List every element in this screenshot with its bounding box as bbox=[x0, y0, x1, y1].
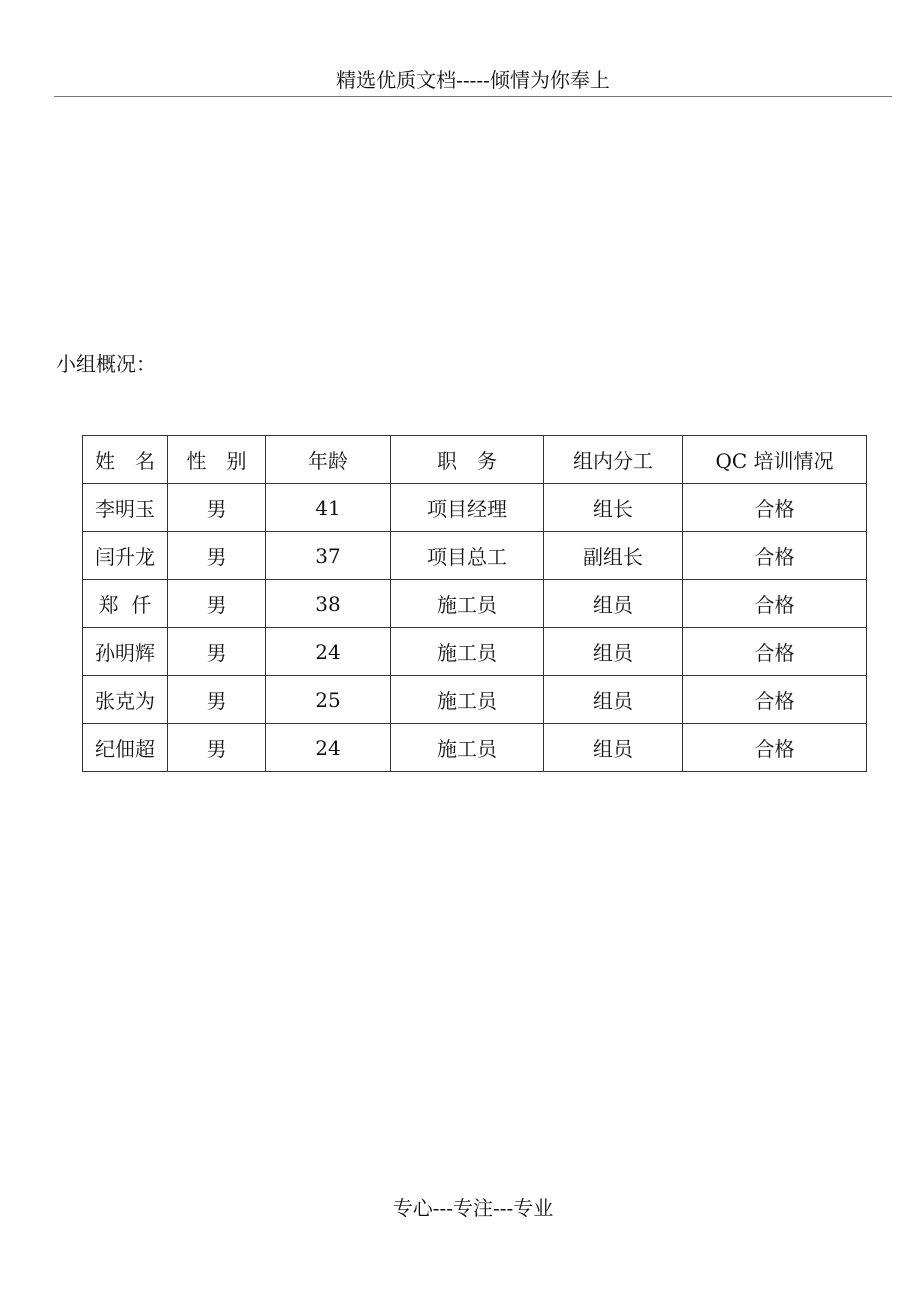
cell-qc-training: 合格 bbox=[683, 532, 867, 580]
cell-gender: 男 bbox=[168, 628, 266, 676]
cell-gender: 男 bbox=[168, 532, 266, 580]
cell-qc-training: 合格 bbox=[683, 580, 867, 628]
cell-role: 组员 bbox=[544, 580, 683, 628]
table-row bbox=[83, 628, 867, 676]
table-row bbox=[83, 484, 867, 532]
cell-age: 38 bbox=[266, 580, 391, 628]
column-header-position: 职 务 bbox=[391, 436, 544, 484]
column-header-qc-training: QC 培训情况 bbox=[683, 436, 867, 484]
cell-qc-training: 合格 bbox=[683, 724, 867, 772]
header-divider bbox=[54, 96, 892, 97]
cell-role: 组员 bbox=[544, 724, 683, 772]
section-title: 小组概况： bbox=[56, 352, 156, 376]
cell-role: 副组长 bbox=[544, 532, 683, 580]
cell-age: 37 bbox=[266, 532, 391, 580]
team-roster-table bbox=[82, 435, 867, 772]
table-row bbox=[83, 724, 867, 772]
page-footer: 专心---专注---专业 bbox=[392, 1196, 554, 1220]
cell-name: 孙明辉 bbox=[83, 628, 168, 676]
cell-position: 项目总工 bbox=[391, 532, 544, 580]
cell-gender: 男 bbox=[168, 484, 266, 532]
cell-role: 组长 bbox=[544, 484, 683, 532]
cell-qc-training: 合格 bbox=[683, 676, 867, 724]
column-header-gender: 性 别 bbox=[168, 436, 266, 484]
table-header-row bbox=[83, 436, 867, 484]
cell-name: 李明玉 bbox=[83, 484, 168, 532]
table-row bbox=[83, 676, 867, 724]
cell-role: 组员 bbox=[544, 676, 683, 724]
cell-age: 25 bbox=[266, 676, 391, 724]
cell-age: 24 bbox=[266, 628, 391, 676]
cell-gender: 男 bbox=[168, 676, 266, 724]
cell-position: 施工员 bbox=[391, 628, 544, 676]
cell-name: 纪佃超 bbox=[83, 724, 168, 772]
cell-position: 施工员 bbox=[391, 676, 544, 724]
table-row bbox=[83, 532, 867, 580]
cell-position: 施工员 bbox=[391, 580, 544, 628]
cell-gender: 男 bbox=[168, 580, 266, 628]
column-header-name: 姓 名 bbox=[83, 436, 168, 484]
cell-name: 张克为 bbox=[83, 676, 168, 724]
cell-qc-training: 合格 bbox=[683, 628, 867, 676]
cell-name: 郑 仟 bbox=[83, 580, 168, 628]
cell-name: 闫升龙 bbox=[83, 532, 168, 580]
cell-age: 41 bbox=[266, 484, 391, 532]
table-row bbox=[83, 580, 867, 628]
page-header: 精选优质文档-----倾情为你奉上 bbox=[336, 68, 610, 92]
cell-gender: 男 bbox=[168, 724, 266, 772]
cell-qc-training: 合格 bbox=[683, 484, 867, 532]
column-header-role: 组内分工 bbox=[544, 436, 683, 484]
cell-age: 24 bbox=[266, 724, 391, 772]
column-header-age: 年龄 bbox=[266, 436, 391, 484]
cell-position: 项目经理 bbox=[391, 484, 544, 532]
cell-position: 施工员 bbox=[391, 724, 544, 772]
cell-role: 组员 bbox=[544, 628, 683, 676]
